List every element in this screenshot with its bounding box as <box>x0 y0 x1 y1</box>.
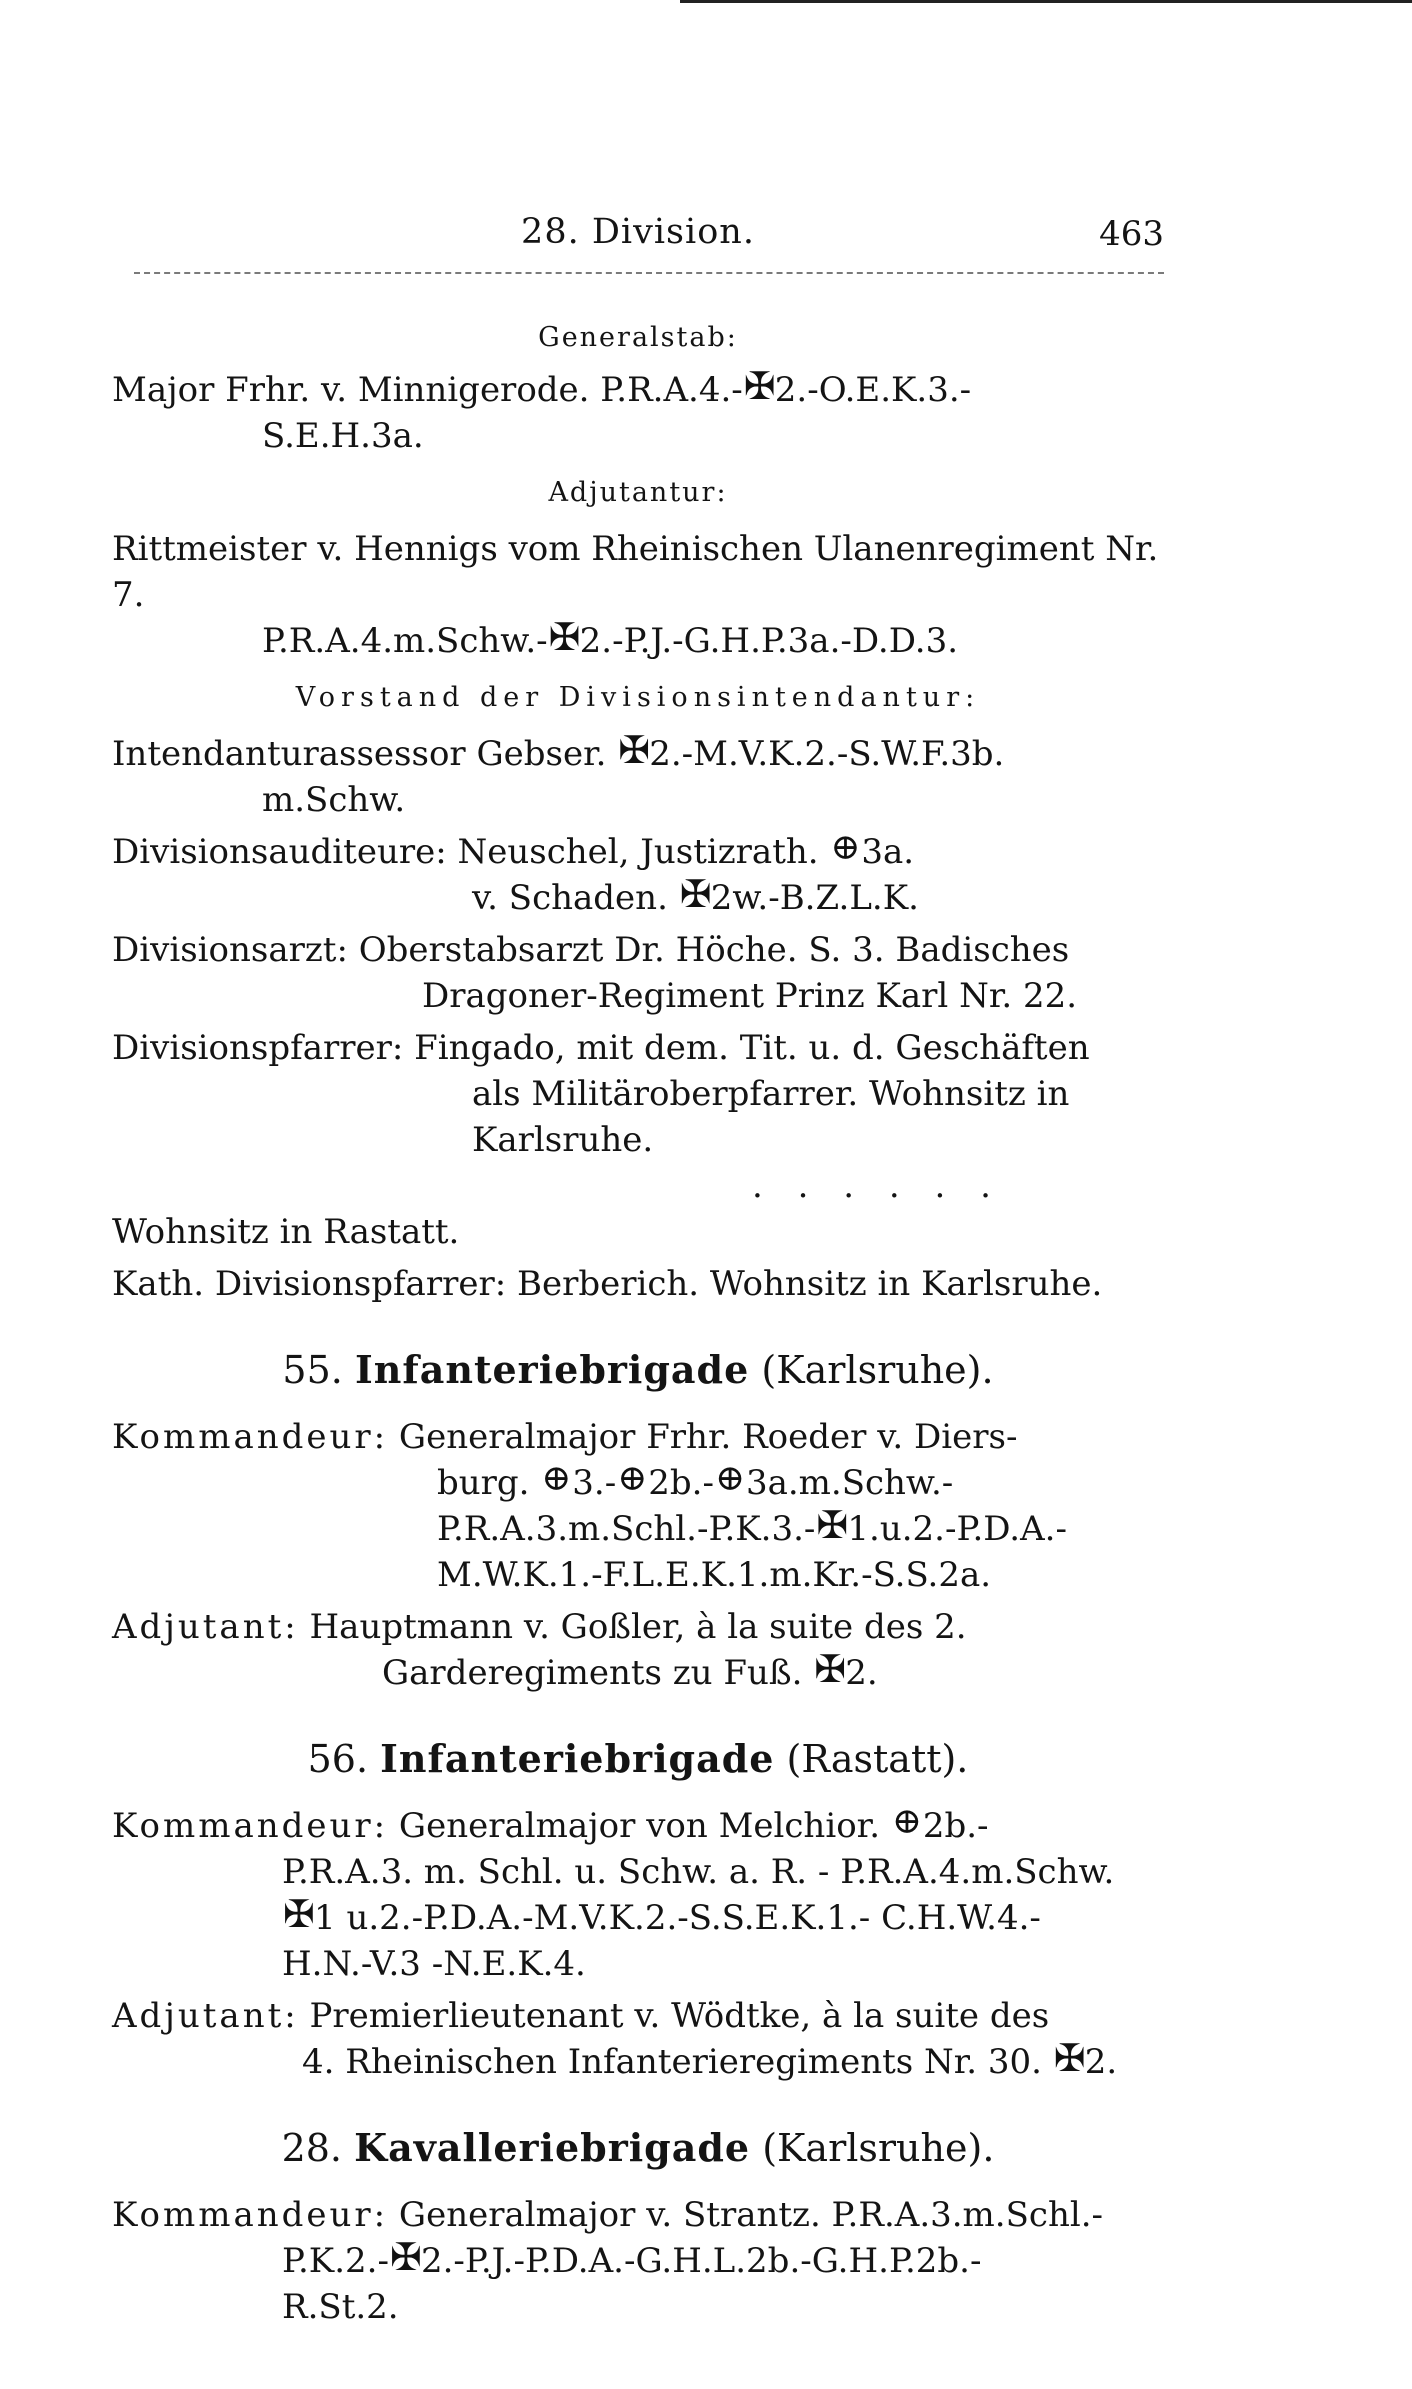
entry-text: 2.-P.J.-G.H.P.3a.-D.D.3. <box>579 621 959 661</box>
entry-continuation <box>112 1650 1164 1696</box>
entry-text: Garderegiments zu Fuß. <box>382 1653 814 1693</box>
entry-rittmeister <box>112 526 1164 664</box>
entry-text: 3a.m.Schw.- <box>745 1463 954 1503</box>
entry-continuation <box>112 1163 1164 1255</box>
iron-cross-icon <box>619 740 647 768</box>
entry-continuation <box>112 2039 1164 2085</box>
entry-kommandeur-55 <box>112 1414 1164 1598</box>
entry-continuation: als Militäroberpfarrer. Wohnsitz in <box>472 1074 1070 1114</box>
entry-continuation <box>112 2238 1164 2284</box>
brigade-number: 56. <box>307 1737 369 1781</box>
entry-text: 2.-O.E.K.3.- <box>774 370 972 410</box>
iron-cross-icon <box>681 884 709 912</box>
brigade-number: 55. <box>282 1348 343 1392</box>
entry-text: 3.- <box>572 1463 617 1503</box>
iron-cross-icon <box>550 627 578 655</box>
entry-text: Wohnsitz in Rastatt. <box>112 1212 460 1252</box>
entry-continuation <box>112 618 1164 664</box>
entry-text: 2b.- <box>922 1806 989 1846</box>
entry-text: v. Schaden. <box>472 878 679 918</box>
brigade-number: 28. <box>281 2126 343 2170</box>
entry-text: 2.-M.V.K.2.-S.W.F.3b. <box>649 734 1005 774</box>
entry-label: Adjutant: <box>112 1607 299 1647</box>
entry-text: P.R.A.3.m.Schl.-P.K.3.- <box>437 1509 816 1549</box>
entry-continuation: R.St.2. <box>282 2287 399 2327</box>
entry-label: Kommandeur: <box>112 2195 389 2235</box>
order-cross-icon <box>716 1469 744 1497</box>
entry-text: 2. <box>1084 2042 1118 2082</box>
iron-cross-icon <box>1055 2048 1083 2076</box>
entry-text: Hauptmann v. Goßler, à la suite des 2. <box>309 1607 967 1647</box>
brigade-name: Infanteriebrigade <box>380 1736 775 1781</box>
header-rule <box>134 272 1164 274</box>
iron-cross-icon <box>391 2247 419 2275</box>
entry-text: Rittmeister v. Hennigs vom Rheinischen Ulanenregiment Nr. 7. <box>112 529 1159 615</box>
leader-dots: . . . . . . <box>752 1166 1003 1206</box>
order-cross-icon <box>542 1469 570 1497</box>
entry-adjutant-56 <box>112 1993 1164 2085</box>
entry-label: Kommandeur: <box>112 1417 389 1457</box>
entry-divisionspfarrer <box>112 1025 1164 1255</box>
entry-major <box>112 367 1164 459</box>
brigade-name: Infanteriebrigade <box>354 1347 750 1392</box>
entry-continuation: H.N.-V.3 -N.E.K.4. <box>282 1944 586 1984</box>
entry-text: 1 u.2.-P.D.A.-M.V.K.2.-S.S.E.K.1.- C.H.W.4.- <box>314 1898 1041 1938</box>
page-header <box>112 0 1164 276</box>
entry-divisionsauditeure <box>112 829 1164 921</box>
entry-text: Generalmajor Frhr. Roeder v. Diers- <box>398 1417 1018 1457</box>
brigade-place: (Rastatt). <box>786 1737 969 1781</box>
entry-divisionsarzt <box>112 927 1164 1019</box>
entry-continuation <box>112 875 1164 921</box>
entry-continuation: S.E.H.3a. <box>262 416 424 456</box>
entry-kath-divisionspfarrer: Kath. Divisionspfarrer: Berberich. Wohnsitz in Karlsruhe. <box>112 1264 1103 1304</box>
brigade-name: Kavalleriebrigade <box>354 2125 751 2170</box>
entry-label: Kommandeur: <box>112 1806 389 1846</box>
iron-cross-icon <box>817 1515 845 1543</box>
section-heading-adjutantur: Adjutantur: <box>548 477 728 508</box>
entry-text: Intendanturassessor Gebser. <box>112 734 618 774</box>
page-number: 463 <box>1099 214 1164 254</box>
entry-text: P.K.2.- <box>282 2241 389 2281</box>
iron-cross-icon <box>284 1904 312 1932</box>
entry-text: Divisionspfarrer: Fingado, mit dem. Tit. u. d. Geschäften <box>112 1028 1090 1068</box>
entry-continuation: Karlsruhe. <box>472 1120 654 1160</box>
iron-cross-icon <box>815 1659 843 1687</box>
order-cross-icon <box>831 838 859 866</box>
order-cross-icon <box>618 1469 646 1497</box>
entry-text: 2w.-B.Z.L.K. <box>710 878 919 918</box>
entry-continuation: M.W.K.1.-F.L.E.K.1.m.Kr.-S.S.2a. <box>437 1555 992 1595</box>
entry-continuation: P.R.A.3. m. Schl. u. Schw. a. R. - P.R.A.4.m.Schw. <box>282 1852 1115 1892</box>
entry-label: Adjutant: <box>112 1996 299 2036</box>
entry-text: burg. <box>437 1463 541 1503</box>
brigade-place: (Karlsruhe). <box>762 2126 995 2170</box>
entry-text: Generalmajor von Melchior. <box>398 1806 891 1846</box>
entry-text: 4. Rheinischen Infanterieregiments Nr. 30. <box>302 2042 1053 2082</box>
brigade-heading-55 <box>112 1347 1164 1392</box>
entry-text: Divisionsauditeure: Neuschel, Justizrath. <box>112 832 830 872</box>
entry-text: 1.u.2.-P.D.A.- <box>847 1509 1067 1549</box>
entry-continuation <box>112 1506 1164 1552</box>
document-page <box>112 0 1164 2336</box>
entry-text: Generalmajor v. Strantz. P.R.A.3.m.Schl.- <box>398 2195 1104 2235</box>
entry-text: P.R.A.4.m.Schw.- <box>262 621 548 661</box>
order-cross-icon <box>893 1812 921 1840</box>
entry-continuation: Dragoner-Regiment Prinz Karl Nr. 22. <box>422 976 1078 1016</box>
entry-text: Major Frhr. v. Minnigerode. P.R.A.4.- <box>112 370 743 410</box>
entry-intendanturassessor <box>112 731 1164 823</box>
running-title: 28. Division. <box>521 212 755 252</box>
section-heading-generalstab: Generalstab: <box>538 322 738 353</box>
entry-kommandeur-28 <box>112 2192 1164 2330</box>
entry-text: Divisionsarzt: Oberstabsarzt Dr. Höche. S. 3. Badisches <box>112 930 1070 970</box>
brigade-heading-56 <box>112 1736 1164 1781</box>
entry-adjutant-55 <box>112 1604 1164 1696</box>
entry-text: 3a. <box>861 832 915 872</box>
entry-text: 2.-P.J.-P.D.A.-G.H.L.2b.-G.H.P.2b.- <box>420 2241 982 2281</box>
brigade-heading-28-kavallerie <box>112 2125 1164 2170</box>
iron-cross-icon <box>745 376 773 404</box>
entry-text: 2. <box>845 1653 878 1693</box>
entry-text: 2b.- <box>648 1463 714 1503</box>
section-heading-intendantur: Vorstand der Divisionsintendantur: <box>295 682 981 713</box>
entry-text: Premierlieutenant v. Wödtke, à la suite des <box>309 1996 1050 2036</box>
entry-continuation <box>112 1895 1164 1941</box>
entry-kommandeur-56 <box>112 1803 1164 1987</box>
entry-continuation: m.Schw. <box>262 780 406 820</box>
brigade-place: (Karlsruhe). <box>761 1348 994 1392</box>
entry-continuation <box>112 1460 1164 1506</box>
